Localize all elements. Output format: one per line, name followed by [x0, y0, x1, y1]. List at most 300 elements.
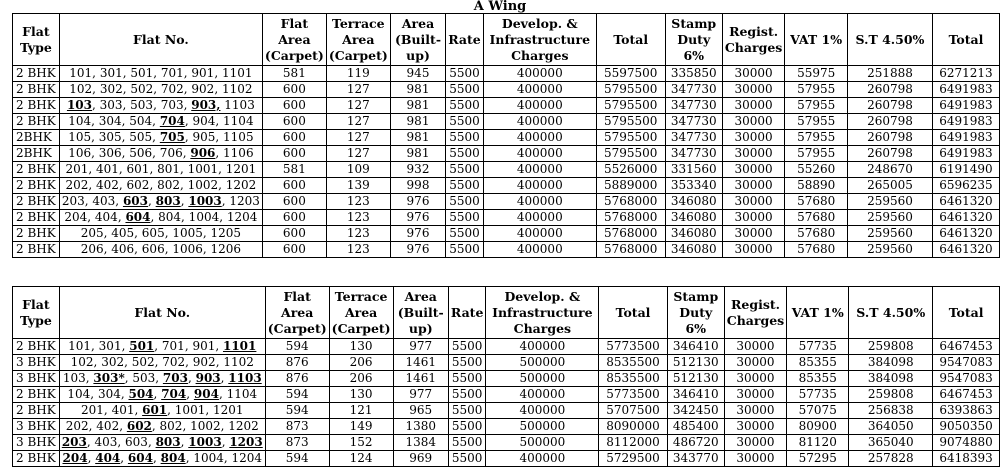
- cell-flat-area: 600: [262, 210, 326, 226]
- cell-flat-type: 2 BHK: [13, 242, 60, 258]
- header-terrace-area: Terrace Area (Carpet): [326, 14, 390, 66]
- cell-flat-no: 203, 403, 603, 803, 1003, 1203: [59, 194, 262, 210]
- cell-rate: 5500: [448, 419, 486, 435]
- cell-flat-area: 581: [262, 162, 326, 178]
- cell-built-up-area: 976: [390, 210, 445, 226]
- cell-stamp-duty: 346080: [665, 210, 722, 226]
- cell-rate: 5500: [446, 242, 484, 258]
- cell-built-up-area: 1380: [393, 419, 448, 435]
- wing-a-title: A Wing: [473, 0, 527, 14]
- header-flat-type: Flat Type: [13, 14, 60, 66]
- cell-flat-no: 202, 402, 602, 802, 1002, 1202: [59, 178, 262, 194]
- cell-rate: 5500: [448, 355, 486, 371]
- cell-stamp-duty: 343770: [667, 451, 724, 467]
- cell-total: 5773500: [599, 339, 667, 355]
- cell-flat-no: 204, 404, 604, 804, 1004, 1204: [59, 451, 265, 467]
- cell-dev-charges: 400000: [483, 162, 596, 178]
- cell-regist-charges: 30000: [722, 82, 784, 98]
- cell-rate: 5500: [448, 387, 486, 403]
- cell-flat-no: 103, 303*, 503, 703, 903, 1103: [59, 371, 265, 387]
- cell-total: 5795500: [596, 82, 665, 98]
- cell-dev-charges: 400000: [483, 210, 596, 226]
- cell-stamp-duty: 335850: [665, 66, 722, 82]
- cell-rate: 5500: [448, 451, 486, 467]
- header-dev-charges: Develop. & Infrastructure Charges: [486, 287, 599, 339]
- cell-regist-charges: 30000: [722, 146, 784, 162]
- header-rate: Rate: [448, 287, 486, 339]
- cell-built-up-area: 976: [390, 194, 445, 210]
- cell-flat-no: 102, 302, 502, 702, 902, 1102: [59, 82, 262, 98]
- cell-dev-charges: 400000: [486, 403, 599, 419]
- cell-grand-total: 6418393: [933, 451, 1000, 467]
- cell-stamp-duty: 346080: [665, 194, 722, 210]
- cell-service-tax: 259808: [849, 387, 933, 403]
- cell-terrace-area: 130: [329, 339, 393, 355]
- cell-vat: 57680: [785, 194, 848, 210]
- cell-service-tax: 259808: [849, 339, 933, 355]
- cell-flat-no: 101, 301, 501, 701, 901, 1101: [59, 66, 262, 82]
- cell-stamp-duty: 353340: [665, 178, 722, 194]
- cell-flat-type: 2 BHK: [13, 82, 60, 98]
- cell-total: 5768000: [596, 242, 665, 258]
- table-row: [13, 210, 1000, 226]
- cell-service-tax: 260798: [848, 130, 933, 146]
- cell-flat-no: 103, 303, 503, 703, 903, 1103: [59, 98, 262, 114]
- header-regist-charges: Regist. Charges: [724, 287, 786, 339]
- cell-built-up-area: 932: [390, 162, 445, 178]
- cell-flat-type: 3 BHK: [13, 355, 60, 371]
- cell-flat-type: 3 BHK: [13, 435, 60, 451]
- cell-rate: 5500: [446, 162, 484, 178]
- header-stamp-duty: Stamp Duty 6%: [667, 287, 724, 339]
- cell-rate: 5500: [446, 66, 484, 82]
- cell-flat-type: 2 BHK: [13, 162, 60, 178]
- cell-flat-type: 2 BHK: [13, 403, 60, 419]
- cell-built-up-area: 976: [390, 242, 445, 258]
- cell-regist-charges: 30000: [722, 210, 784, 226]
- cell-flat-area: 876: [265, 371, 329, 387]
- cell-grand-total: 6271213: [932, 66, 999, 82]
- cell-grand-total: 9547083: [933, 355, 1000, 371]
- cell-regist-charges: 30000: [724, 339, 786, 355]
- table-row: [13, 194, 1000, 210]
- cell-regist-charges: 30000: [722, 130, 784, 146]
- cell-flat-no: 101, 301, 501, 701, 901, 1101: [59, 339, 265, 355]
- cell-total: 8090000: [599, 419, 667, 435]
- cell-flat-no: 204, 404, 604, 804, 1004, 1204: [59, 210, 262, 226]
- cell-built-up-area: 1461: [393, 371, 448, 387]
- cell-terrace-area: 127: [326, 98, 390, 114]
- wing-a-table: [12, 13, 1000, 258]
- header-flat-area: Flat Area (Carpet): [265, 287, 329, 339]
- table-row: [13, 98, 1000, 114]
- cell-flat-area: 600: [262, 146, 326, 162]
- cell-rate: 5500: [446, 130, 484, 146]
- cell-built-up-area: 998: [390, 178, 445, 194]
- cell-built-up-area: 981: [390, 130, 445, 146]
- cell-flat-type: 2 BHK: [13, 66, 60, 82]
- cell-stamp-duty: 486720: [667, 435, 724, 451]
- header-service-tax: S.T 4.50%: [848, 14, 933, 66]
- cell-flat-no: 105, 305, 505, 705, 905, 1105: [59, 130, 262, 146]
- cell-service-tax: 251888: [848, 66, 933, 82]
- cell-regist-charges: 30000: [722, 66, 784, 82]
- cell-flat-type: 2 BHK: [13, 226, 60, 242]
- cell-regist-charges: 30000: [724, 451, 786, 467]
- cell-rate: 5500: [448, 403, 486, 419]
- cell-service-tax: 365040: [849, 435, 933, 451]
- cell-service-tax: 260798: [848, 98, 933, 114]
- cell-stamp-duty: 485400: [667, 419, 724, 435]
- cell-flat-no: 203, 403, 603, 803, 1003, 1203: [59, 435, 265, 451]
- cell-flat-area: 594: [265, 403, 329, 419]
- cell-total: 5768000: [596, 226, 665, 242]
- cell-service-tax: 260798: [848, 146, 933, 162]
- cell-terrace-area: 149: [329, 419, 393, 435]
- cell-total: 5795500: [596, 130, 665, 146]
- cell-service-tax: 384098: [849, 355, 933, 371]
- cell-rate: 5500: [446, 82, 484, 98]
- cell-terrace-area: 130: [329, 387, 393, 403]
- cell-flat-area: 600: [262, 242, 326, 258]
- cell-flat-type: 2BHK: [13, 146, 60, 162]
- cell-built-up-area: 981: [390, 82, 445, 98]
- cell-vat: 58890: [785, 178, 848, 194]
- cell-service-tax: 259560: [848, 226, 933, 242]
- cell-stamp-duty: 346080: [665, 226, 722, 242]
- cell-vat: 81120: [787, 435, 849, 451]
- cell-stamp-duty: 331560: [665, 162, 722, 178]
- cell-built-up-area: 981: [390, 114, 445, 130]
- cell-flat-no: 104, 304, 504, 704, 904, 1104: [59, 114, 262, 130]
- cell-stamp-duty: 346080: [665, 242, 722, 258]
- cell-grand-total: 6491983: [932, 82, 999, 98]
- cell-built-up-area: 977: [393, 339, 448, 355]
- cell-service-tax: 260798: [848, 82, 933, 98]
- cell-stamp-duty: 346410: [667, 387, 724, 403]
- cell-rate: 5500: [446, 114, 484, 130]
- cell-total: 5768000: [596, 210, 665, 226]
- cell-vat: 57295: [787, 451, 849, 467]
- cell-flat-type: 2 BHK: [13, 210, 60, 226]
- cell-regist-charges: 30000: [724, 355, 786, 371]
- cell-dev-charges: 400000: [486, 451, 599, 467]
- cell-regist-charges: 30000: [724, 403, 786, 419]
- cell-flat-type: 3 BHK: [13, 371, 60, 387]
- cell-regist-charges: 30000: [722, 226, 784, 242]
- cell-flat-area: 876: [265, 355, 329, 371]
- cell-total: 5773500: [599, 387, 667, 403]
- header-vat: VAT 1%: [787, 287, 849, 339]
- header-flat-type: Flat Type: [13, 287, 60, 339]
- table-row: [13, 242, 1000, 258]
- cell-terrace-area: 127: [326, 146, 390, 162]
- cell-flat-area: 873: [265, 419, 329, 435]
- cell-flat-area: 581: [262, 66, 326, 82]
- cell-total: 8535500: [599, 355, 667, 371]
- cell-flat-no: 202, 402, 602, 802, 1002, 1202: [59, 419, 265, 435]
- cell-grand-total: 6461320: [932, 242, 999, 258]
- header-grand-total: Total: [933, 287, 1000, 339]
- cell-total: 5597500: [596, 66, 665, 82]
- cell-stamp-duty: 512130: [667, 355, 724, 371]
- table-row: [13, 403, 1000, 419]
- cell-dev-charges: 400000: [483, 242, 596, 258]
- cell-stamp-duty: 342450: [667, 403, 724, 419]
- cell-regist-charges: 30000: [722, 194, 784, 210]
- cell-service-tax: 259560: [848, 210, 933, 226]
- cell-grand-total: 6467453: [933, 339, 1000, 355]
- cell-flat-type: 2BHK: [13, 130, 60, 146]
- cell-regist-charges: 30000: [722, 162, 784, 178]
- cell-service-tax: 260798: [848, 114, 933, 130]
- cell-flat-area: 594: [265, 451, 329, 467]
- cell-vat: 57735: [787, 387, 849, 403]
- cell-grand-total: 6467453: [933, 387, 1000, 403]
- cell-dev-charges: 500000: [486, 371, 599, 387]
- cell-total: 5795500: [596, 98, 665, 114]
- cell-flat-type: 2 BHK: [13, 178, 60, 194]
- cell-vat: 57075: [787, 403, 849, 419]
- table-row: [13, 355, 1000, 371]
- cell-grand-total: 6491983: [932, 114, 999, 130]
- cell-flat-no: 201, 401, 601, 801, 1001, 1201: [59, 162, 262, 178]
- cell-grand-total: 9074880: [933, 435, 1000, 451]
- cell-terrace-area: 121: [329, 403, 393, 419]
- cell-dev-charges: 400000: [483, 226, 596, 242]
- cell-flat-area: 600: [262, 82, 326, 98]
- cell-terrace-area: 127: [326, 114, 390, 130]
- cell-rate: 5500: [446, 146, 484, 162]
- cell-dev-charges: 400000: [483, 98, 596, 114]
- header-terrace-area: Terrace Area (Carpet): [329, 287, 393, 339]
- table-row: [13, 82, 1000, 98]
- cell-vat: 85355: [787, 355, 849, 371]
- cell-total: 8535500: [599, 371, 667, 387]
- cell-service-tax: 257828: [849, 451, 933, 467]
- cell-regist-charges: 30000: [722, 242, 784, 258]
- cell-stamp-duty: 347730: [665, 130, 722, 146]
- cell-dev-charges: 400000: [486, 339, 599, 355]
- cell-service-tax: 256838: [849, 403, 933, 419]
- table-row: [13, 435, 1000, 451]
- cell-built-up-area: 1384: [393, 435, 448, 451]
- cell-flat-no: 205, 405, 605, 1005, 1205: [59, 226, 262, 242]
- cell-vat: 57955: [785, 146, 848, 162]
- cell-flat-no: 206, 406, 606, 1006, 1206: [59, 242, 262, 258]
- cell-total: 8112000: [599, 435, 667, 451]
- table-row: [13, 114, 1000, 130]
- cell-rate: 5500: [446, 178, 484, 194]
- cell-terrace-area: 124: [329, 451, 393, 467]
- cell-vat: 57735: [787, 339, 849, 355]
- cell-flat-type: 2 BHK: [13, 387, 60, 403]
- header-rate: Rate: [446, 14, 484, 66]
- cell-rate: 5500: [446, 226, 484, 242]
- cell-terrace-area: 123: [326, 226, 390, 242]
- cell-terrace-area: 123: [326, 242, 390, 258]
- cell-terrace-area: 127: [326, 130, 390, 146]
- cell-terrace-area: 109: [326, 162, 390, 178]
- table-row: [13, 226, 1000, 242]
- cell-built-up-area: 945: [390, 66, 445, 82]
- cell-dev-charges: 400000: [483, 82, 596, 98]
- cell-grand-total: 6491983: [932, 146, 999, 162]
- cell-flat-area: 594: [265, 387, 329, 403]
- cell-vat: 57955: [785, 98, 848, 114]
- cell-built-up-area: 977: [393, 387, 448, 403]
- cell-total: 5526000: [596, 162, 665, 178]
- cell-flat-type: 2 BHK: [13, 98, 60, 114]
- table-row: [13, 387, 1000, 403]
- header-stamp-duty: Stamp Duty 6%: [665, 14, 722, 66]
- cell-terrace-area: 206: [329, 371, 393, 387]
- table-row: [13, 178, 1000, 194]
- cell-flat-type: 2 BHK: [13, 114, 60, 130]
- cell-regist-charges: 30000: [724, 387, 786, 403]
- cell-grand-total: 6596235: [932, 178, 999, 194]
- cell-built-up-area: 965: [393, 403, 448, 419]
- cell-regist-charges: 30000: [724, 371, 786, 387]
- header-flat-no: Flat No.: [59, 14, 262, 66]
- header-flat-area: Flat Area (Carpet): [262, 14, 326, 66]
- cell-grand-total: 9547083: [933, 371, 1000, 387]
- table-row: [13, 66, 1000, 82]
- cell-vat: 55975: [785, 66, 848, 82]
- cell-total: 5729500: [599, 451, 667, 467]
- table-row: [13, 146, 1000, 162]
- header-regist-charges: Regist. Charges: [722, 14, 784, 66]
- cell-rate: 5500: [446, 98, 484, 114]
- cell-grand-total: 6461320: [932, 226, 999, 242]
- cell-total: 5795500: [596, 114, 665, 130]
- cell-regist-charges: 30000: [722, 98, 784, 114]
- cell-rate: 5500: [448, 435, 486, 451]
- cell-terrace-area: 119: [326, 66, 390, 82]
- cell-regist-charges: 30000: [724, 419, 786, 435]
- cell-rate: 5500: [446, 210, 484, 226]
- cell-vat: 57680: [785, 226, 848, 242]
- cell-dev-charges: 400000: [483, 146, 596, 162]
- table-row: [13, 130, 1000, 146]
- cell-vat: 57955: [785, 114, 848, 130]
- cell-dev-charges: 400000: [483, 66, 596, 82]
- cell-stamp-duty: 347730: [665, 98, 722, 114]
- cell-stamp-duty: 347730: [665, 82, 722, 98]
- table-row: [13, 451, 1000, 467]
- cell-built-up-area: 981: [390, 146, 445, 162]
- cell-stamp-duty: 512130: [667, 371, 724, 387]
- header-flat-no: Flat No.: [59, 287, 265, 339]
- cell-flat-area: 600: [262, 114, 326, 130]
- cell-vat: 55260: [785, 162, 848, 178]
- cell-terrace-area: 123: [326, 210, 390, 226]
- cell-grand-total: 6461320: [932, 210, 999, 226]
- cell-grand-total: 6191490: [932, 162, 999, 178]
- cell-vat: 57955: [785, 82, 848, 98]
- cell-flat-no: 106, 306, 506, 706, 906, 1106: [59, 146, 262, 162]
- header-built-up-area: Area (Built-up): [390, 14, 445, 66]
- cell-rate: 5500: [446, 194, 484, 210]
- cell-grand-total: 6491983: [932, 98, 999, 114]
- cell-flat-type: 3 BHK: [13, 419, 60, 435]
- cell-service-tax: 265005: [848, 178, 933, 194]
- cell-terrace-area: 139: [326, 178, 390, 194]
- cell-service-tax: 259560: [848, 194, 933, 210]
- cell-terrace-area: 152: [329, 435, 393, 451]
- cell-vat: 57955: [785, 130, 848, 146]
- cell-grand-total: 9050350: [933, 419, 1000, 435]
- cell-flat-type: 2 BHK: [13, 451, 60, 467]
- cell-vat: 80900: [787, 419, 849, 435]
- cell-stamp-duty: 346410: [667, 339, 724, 355]
- cell-total: 5707500: [599, 403, 667, 419]
- table-row: [13, 339, 1000, 355]
- cell-dev-charges: 400000: [483, 194, 596, 210]
- header-total: Total: [599, 287, 667, 339]
- cell-flat-no: 201, 401, 601, 1001, 1201: [59, 403, 265, 419]
- header-total: Total: [596, 14, 665, 66]
- cell-vat: 57680: [785, 242, 848, 258]
- cell-dev-charges: 400000: [483, 178, 596, 194]
- cell-rate: 5500: [448, 371, 486, 387]
- cell-regist-charges: 30000: [722, 178, 784, 194]
- cell-total: 5768000: [596, 194, 665, 210]
- cell-built-up-area: 969: [393, 451, 448, 467]
- cell-terrace-area: 127: [326, 82, 390, 98]
- cell-flat-area: 600: [262, 98, 326, 114]
- cell-grand-total: 6491983: [932, 130, 999, 146]
- cell-built-up-area: 1461: [393, 355, 448, 371]
- cell-flat-area: 600: [262, 130, 326, 146]
- header-service-tax: S.T 4.50%: [849, 287, 933, 339]
- cell-built-up-area: 976: [390, 226, 445, 242]
- cell-flat-no: 104, 304, 504, 704, 904, 1104: [59, 387, 265, 403]
- cell-service-tax: 248670: [848, 162, 933, 178]
- cell-flat-area: 873: [265, 435, 329, 451]
- wing-b-table: [12, 286, 1000, 467]
- cell-vat: 85355: [787, 371, 849, 387]
- cell-flat-area: 594: [265, 339, 329, 355]
- cell-total: 5889000: [596, 178, 665, 194]
- cell-service-tax: 259560: [848, 242, 933, 258]
- cell-stamp-duty: 347730: [665, 146, 722, 162]
- cell-stamp-duty: 347730: [665, 114, 722, 130]
- table-row: [13, 419, 1000, 435]
- header-grand-total: Total: [932, 14, 999, 66]
- cell-terrace-area: 206: [329, 355, 393, 371]
- table-row: [13, 162, 1000, 178]
- cell-total: 5795500: [596, 146, 665, 162]
- header-vat: VAT 1%: [785, 14, 848, 66]
- cell-flat-type: 2 BHK: [13, 339, 60, 355]
- cell-flat-no: 102, 302, 502, 702, 902, 1102: [59, 355, 265, 371]
- cell-rate: 5500: [448, 339, 486, 355]
- header-dev-charges: Develop. & Infrastructure Charges: [483, 14, 596, 66]
- cell-vat: 57680: [785, 210, 848, 226]
- cell-dev-charges: 400000: [486, 387, 599, 403]
- cell-grand-total: 6461320: [932, 194, 999, 210]
- cell-flat-type: 2 BHK: [13, 194, 60, 210]
- cell-flat-area: 600: [262, 226, 326, 242]
- cell-built-up-area: 981: [390, 98, 445, 114]
- cell-flat-area: 600: [262, 194, 326, 210]
- table-row: [13, 371, 1000, 387]
- cell-service-tax: 364050: [849, 419, 933, 435]
- cell-service-tax: 384098: [849, 371, 933, 387]
- cell-terrace-area: 123: [326, 194, 390, 210]
- cell-dev-charges: 400000: [483, 114, 596, 130]
